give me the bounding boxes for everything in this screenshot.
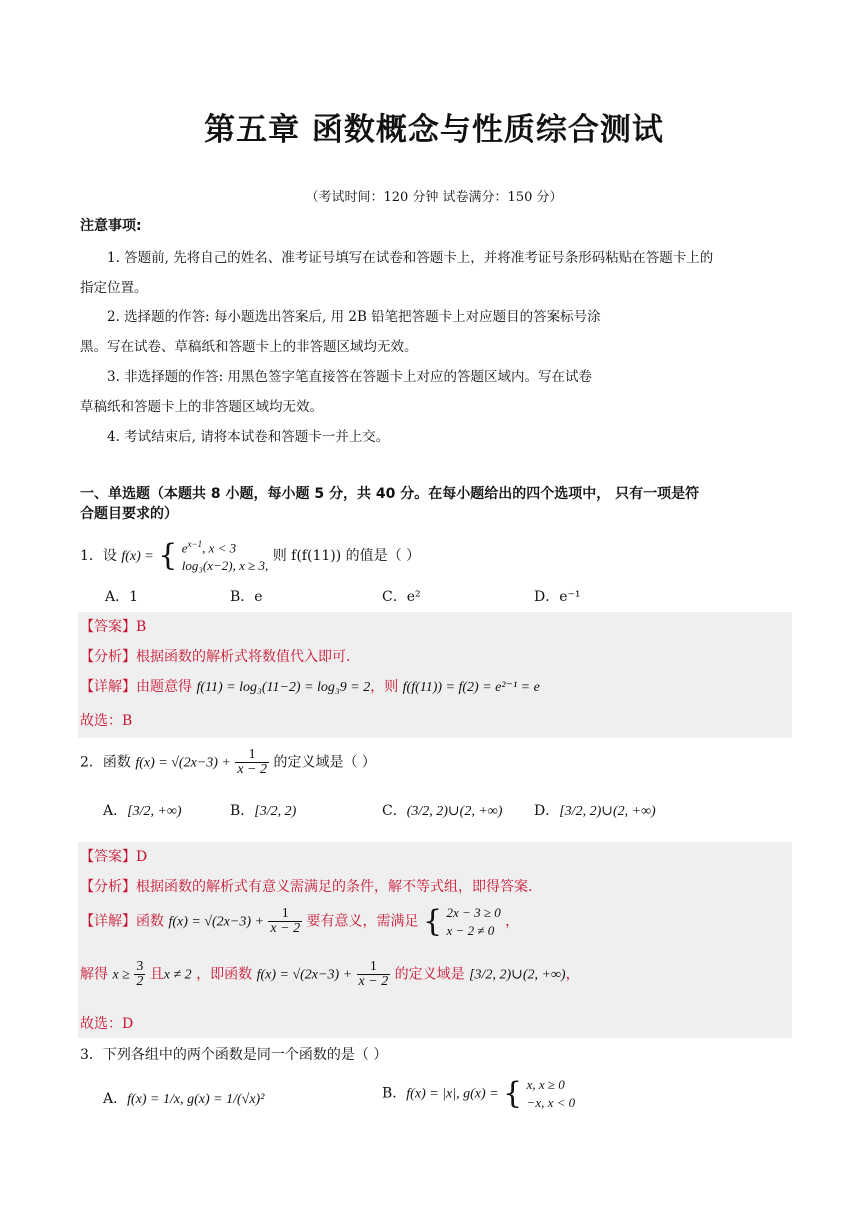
option-b: B．[3/2, 2)	[230, 803, 297, 819]
note-line: 3. 非选择题的作答: 用黑色签字笔直接答在答题卡上对应的答题区域内。写在试卷	[107, 369, 593, 385]
brace: {	[158, 538, 178, 574]
detail: 【详解】函数 f(x) = √(2x−3) + $\frac{1}{x - 2}$ 要有意义，需满足 { 2x − 3 ≥ 0 x − 2 ≠ 0 ，	[80, 903, 520, 939]
option-a: A．[3/2, +∞)	[103, 803, 182, 819]
option-b: B．f(x) = |x|, g(x) = { x, x ≥ 0 −x, x < 0	[382, 1075, 576, 1111]
note-line: 2. 选择题的作答: 每小题选出答案后, 用 2B 铅笔把答题卡上对应题目的答案标号涂	[107, 309, 601, 325]
page-title: 第五章 函数概念与性质综合测试	[204, 112, 664, 148]
option-d: D．e⁻¹	[534, 589, 581, 605]
option-a: A．1	[105, 589, 139, 605]
analysis: 【分析】根据函数的解析式有意义需满足的条件，解不等式组，即得答案.	[80, 879, 533, 895]
notes-heading: 注意事项:	[80, 218, 142, 234]
solve: 解得 x ≥ $\frac{3}{2}$ 且x ≠ 2 ，即函数 f(x) = √(2x−3) + $\frac{1}{x - 2}$ 的定义域是 [3/2, 2)∪(2, +∞)，	[80, 959, 580, 989]
question-number: 1．设	[80, 548, 117, 565]
note-line: 4. 考试结束后, 请将本试卷和答题卡一并上交。	[107, 429, 390, 445]
note-line: 1. 答题前, 先将自己的姓名、准考证号填写在试卷和答题卡上，并将准考证号条形码粘贴在答题卡上的	[107, 250, 714, 266]
note-line: 黑。写在试卷、草稿纸和答题卡上的非答题区域均无效。	[80, 339, 418, 355]
fraction: $\frac{1}{x - 2}$	[237, 747, 267, 777]
note-line: 草稿纸和答题卡上的非答题区域均无效。	[80, 399, 323, 415]
answer: 【答案】B	[80, 619, 147, 635]
note-line: 指定位置。	[80, 280, 148, 296]
case-2: log₃(x−2), x ≥ 3,	[181, 557, 269, 573]
question-number: 2．函数	[80, 754, 131, 771]
choice: 故选：D	[80, 1016, 134, 1032]
question-2	[80, 748, 376, 777]
piecewise-cases	[182, 538, 269, 574]
detail: 【详解】由题意得 f(11) = log₃(11−2) = log₃9 = 2，则 f(f(11)) = f(2) = e²⁻¹ = e	[80, 679, 540, 695]
option-c: C．(3/2, 2)∪(2, +∞)	[382, 803, 503, 819]
exam-info: （考试时间：120 分钟 试卷满分：150 分）	[305, 190, 563, 205]
case-1: $e^{x-1}$, x < 3	[181, 539, 237, 556]
question-tail: 的定义域是（ ）	[273, 754, 376, 771]
function-expr: f(x) = √(2x−3) +	[135, 755, 231, 771]
option-d: D．[3/2, 2)∪(2, +∞)	[534, 803, 656, 819]
question-1	[80, 538, 420, 574]
choice: 故选：B	[80, 713, 133, 729]
answer-box-1	[78, 612, 792, 738]
answer-box-2	[78, 842, 792, 1038]
analysis: 【分析】根据函数的解析式将数值代入即可.	[80, 649, 351, 665]
question-tail: 则 f(f(11)) 的值是（ ）	[272, 548, 421, 565]
option-c: C．e²	[382, 589, 421, 605]
option-b: B．e	[230, 589, 263, 605]
answer: 【答案】D	[80, 849, 148, 865]
question-3: 3．下列各组中的两个函数是同一个函数的是（ ）	[80, 1047, 388, 1063]
option-a: A．f(x) = 1/x, g(x) = 1/(√x)²	[103, 1091, 265, 1107]
function-name: f(x) =	[121, 549, 154, 565]
section-heading: 一、单选题（本题共 8 小题，每小题 5 分，共 40 分。在每小题给出的四个选项中， 只有一项是符	[80, 486, 700, 502]
section-heading-cont: 合题目要求的）	[80, 506, 178, 522]
